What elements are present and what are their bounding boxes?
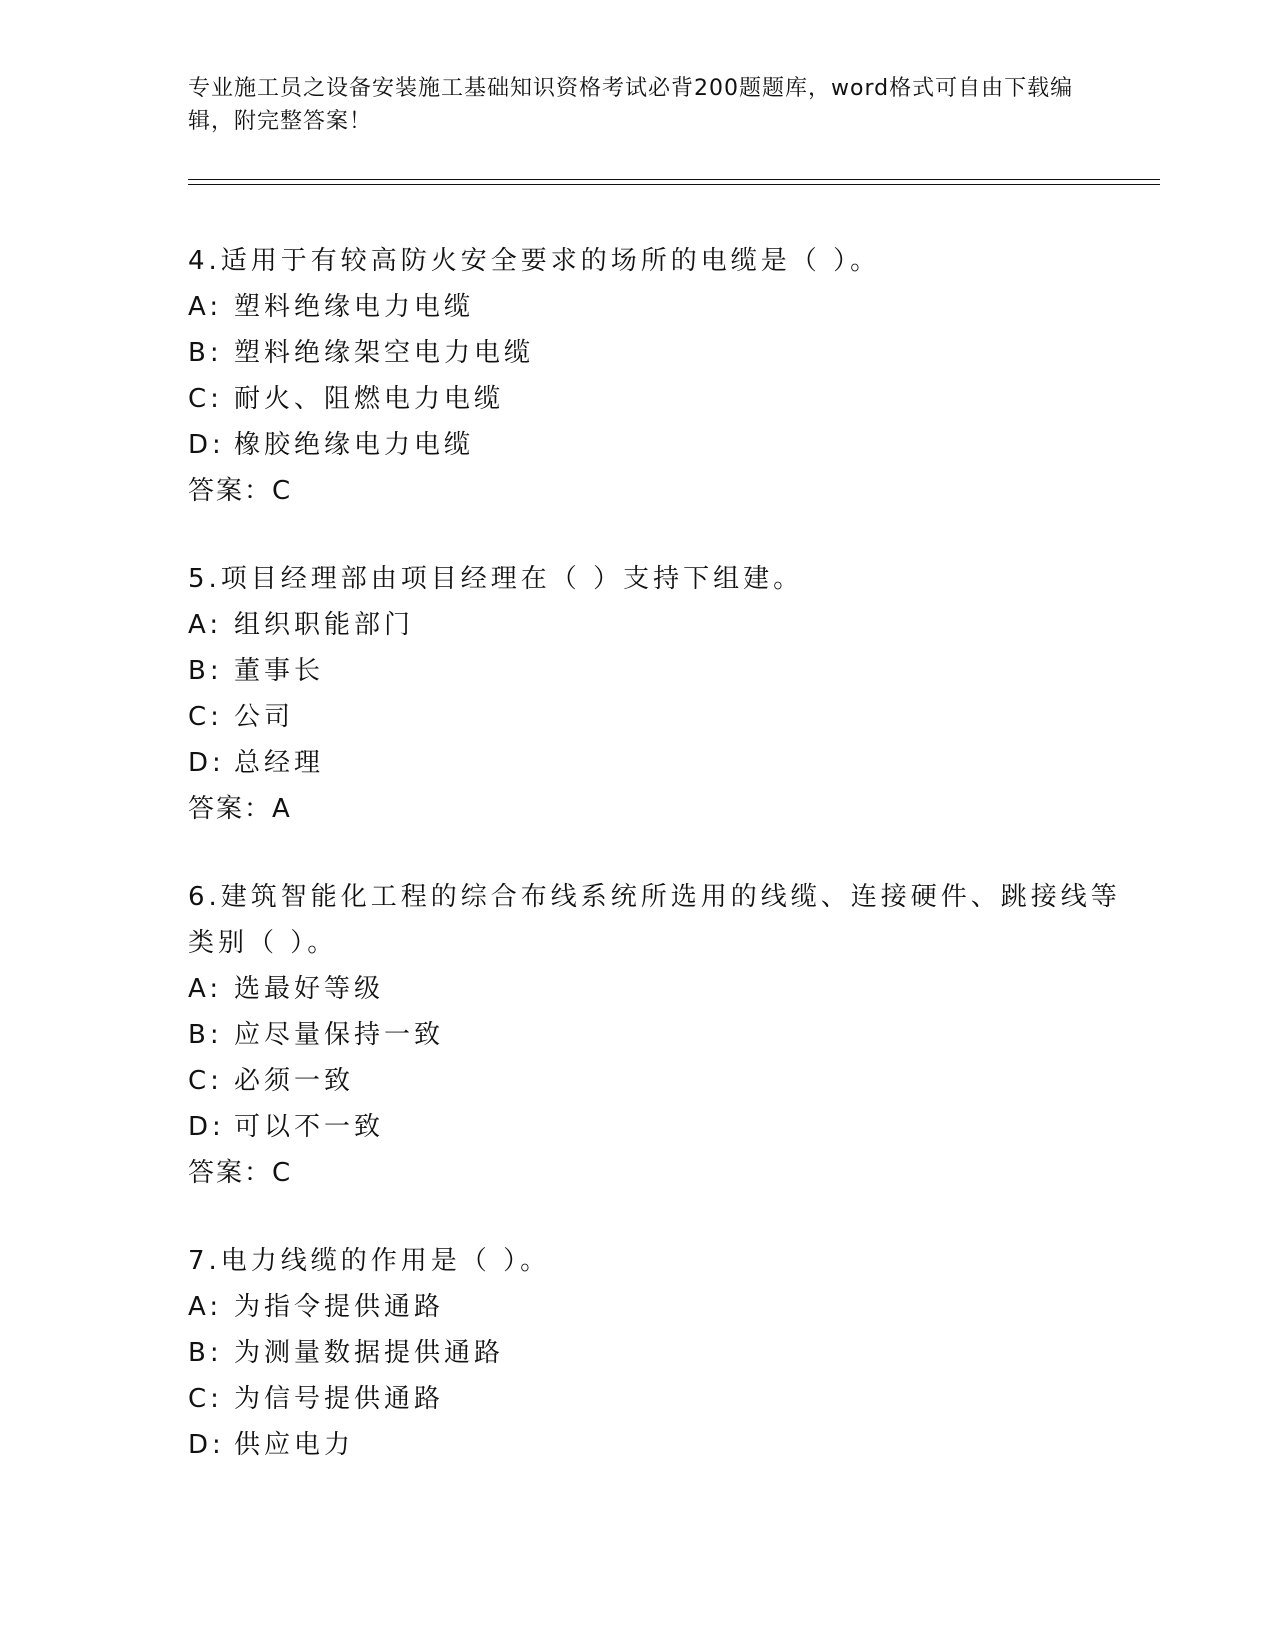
option-b: [188, 330, 1148, 376]
option-text: 为指令提供通路: [234, 1292, 445, 1322]
question-7: [188, 1238, 1148, 1468]
option-d: [188, 1104, 1148, 1150]
question-stem: 5.项目经理部由项目经理在（ ）支持下组建。: [188, 564, 804, 594]
document-header: 专业施工员之设备安装施工基础知识资格考试必背200题题库，word格式可自由下载编辑，附完整答案！: [188, 76, 1074, 134]
option-d: [188, 740, 1148, 786]
question-stem: 4.适用于有较高防火安全要求的场所的电缆是（ ）。: [188, 246, 881, 276]
header-divider-top: [188, 179, 1160, 180]
option-b: [188, 1012, 1148, 1058]
option-letter: D:: [188, 1430, 225, 1460]
option-letter: D:: [188, 748, 225, 778]
question-4: [188, 238, 1148, 514]
option-letter: A:: [188, 974, 223, 1004]
option-c: [188, 694, 1148, 740]
option-letter: A:: [188, 610, 223, 640]
option-text: 耐火、阻燃电力电缆: [234, 384, 505, 414]
option-c: [188, 1058, 1148, 1104]
option-d: [188, 422, 1148, 468]
option-text: 橡胶绝缘电力电缆: [234, 430, 475, 460]
option-text: 供应电力: [234, 1430, 355, 1460]
header-divider-bottom: [188, 184, 1160, 185]
answer-line: 答案：C: [188, 476, 293, 506]
option-text: 塑料绝缘电力电缆: [234, 292, 475, 322]
option-a: [188, 602, 1148, 648]
option-letter: B:: [188, 338, 223, 368]
question-5: [188, 556, 1148, 832]
option-letter: B:: [188, 656, 223, 686]
option-letter: C:: [188, 1066, 223, 1096]
question-list: [188, 238, 1148, 1510]
option-b: [188, 1330, 1148, 1376]
option-c: [188, 376, 1148, 422]
option-a: [188, 1284, 1148, 1330]
answer-line: 答案：A: [188, 794, 292, 824]
option-text: 应尽量保持一致: [234, 1020, 445, 1050]
option-text: 塑料绝缘架空电力电缆: [234, 338, 535, 368]
option-letter: B:: [188, 1338, 223, 1368]
option-text: 选最好等级: [234, 974, 385, 1004]
option-text: 为测量数据提供通路: [234, 1338, 505, 1368]
option-letter: C:: [188, 1384, 223, 1414]
question-stem: 7.电力线缆的作用是（ ）。: [188, 1246, 551, 1276]
option-letter: B:: [188, 1020, 223, 1050]
option-c: [188, 1376, 1148, 1422]
option-letter: D:: [188, 1112, 225, 1142]
option-a: [188, 284, 1148, 330]
answer-line: 答案：C: [188, 1158, 293, 1188]
option-text: 为信号提供通路: [234, 1384, 445, 1414]
question-6: [188, 874, 1148, 1196]
option-text: 公司: [234, 702, 295, 732]
option-text: 组织职能部门: [234, 610, 415, 640]
option-letter: A:: [188, 292, 223, 322]
option-letter: D:: [188, 430, 225, 460]
option-text: 必须一致: [234, 1066, 355, 1096]
option-a: [188, 966, 1148, 1012]
option-text: 总经理: [234, 748, 325, 778]
question-stem: 6.建筑智能化工程的综合布线系统所选用的线缆、连接硬件、跳接线等类别（ ）。: [188, 882, 1121, 958]
option-letter: A:: [188, 1292, 223, 1322]
option-letter: C:: [188, 384, 223, 414]
option-text: 可以不一致: [234, 1112, 385, 1142]
option-b: [188, 648, 1148, 694]
option-letter: C:: [188, 702, 223, 732]
option-text: 董事长: [234, 656, 325, 686]
option-d: [188, 1422, 1148, 1468]
